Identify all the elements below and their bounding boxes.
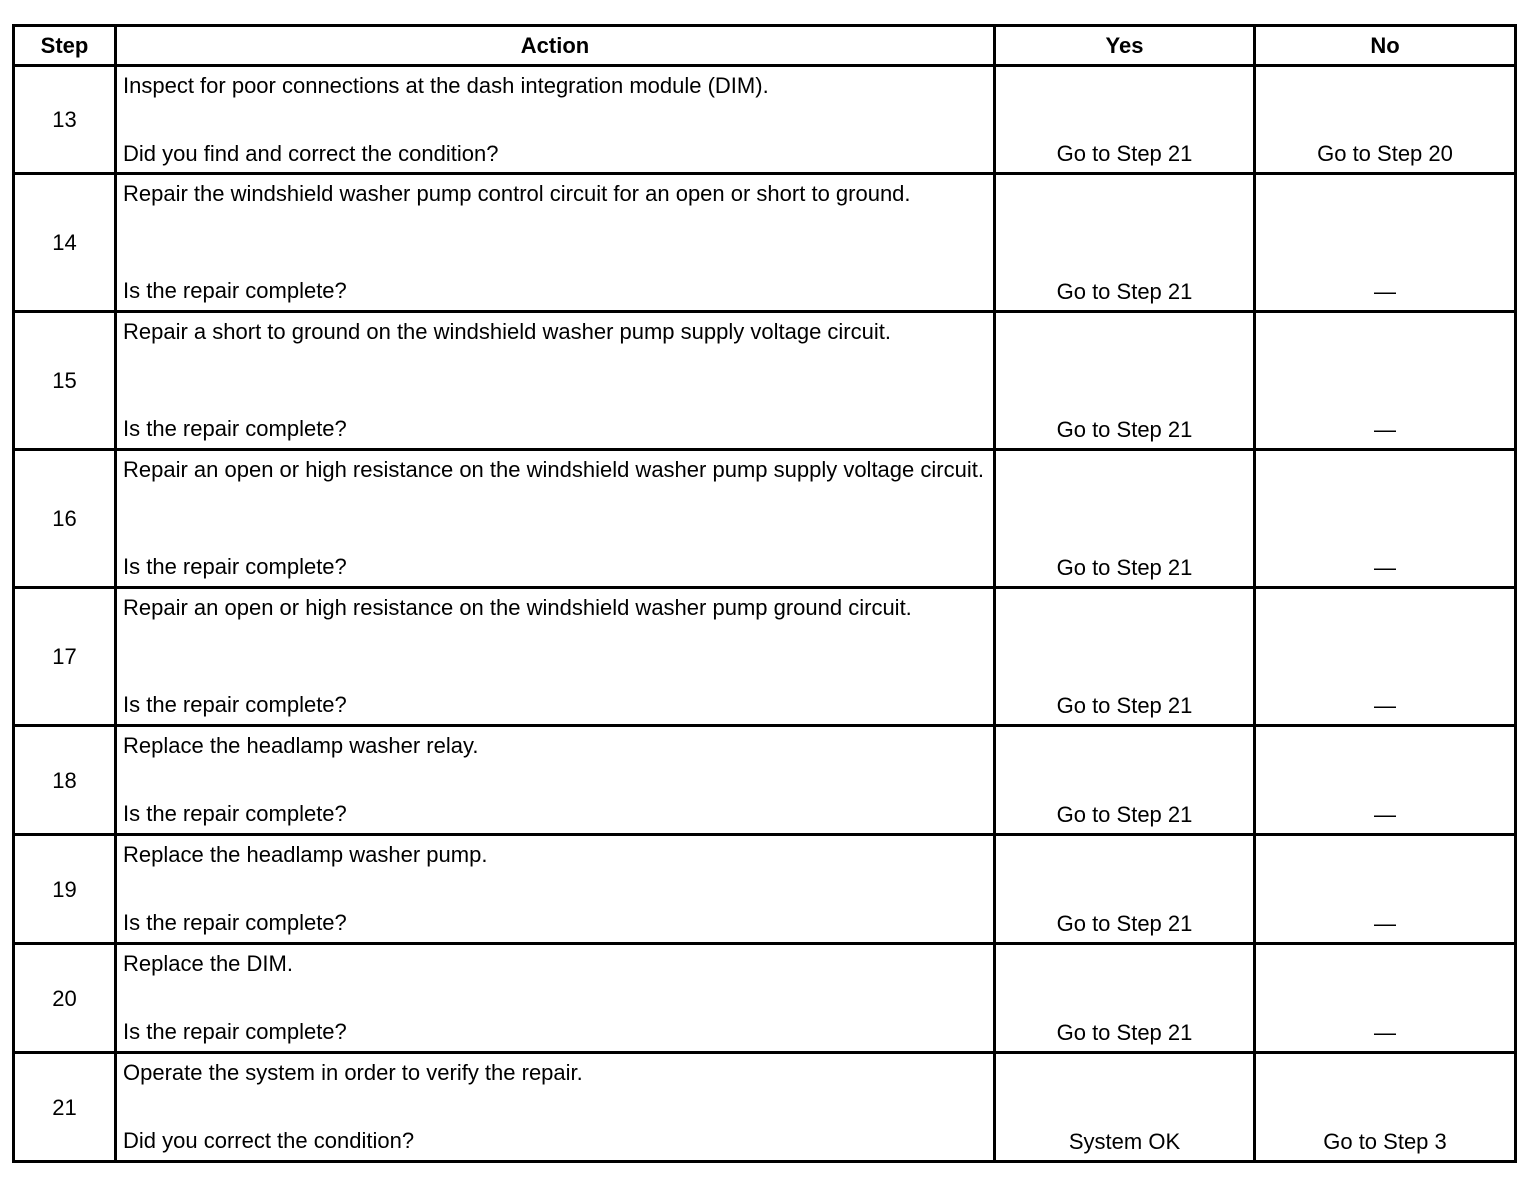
table-row bbox=[14, 450, 1516, 588]
action-question: Is the repair complete? bbox=[123, 910, 347, 935]
action-cell bbox=[116, 726, 995, 835]
action-cell bbox=[116, 1053, 995, 1162]
table-row bbox=[14, 944, 1516, 1053]
table-row bbox=[14, 312, 1516, 450]
action-cell bbox=[116, 312, 995, 450]
no-result: — bbox=[1255, 835, 1516, 944]
action-question: Is the repair complete? bbox=[123, 278, 347, 303]
header-step: Step bbox=[14, 26, 116, 66]
yes-result: Go to Step 21 bbox=[995, 588, 1255, 726]
no-result: — bbox=[1255, 726, 1516, 835]
action-question: Is the repair complete? bbox=[123, 801, 347, 826]
no-result: — bbox=[1255, 944, 1516, 1053]
action-cell bbox=[116, 450, 995, 588]
no-result: — bbox=[1255, 588, 1516, 726]
diagnostic-table bbox=[12, 24, 1517, 1163]
action-question: Did you correct the condition? bbox=[123, 1128, 415, 1153]
action-question: Is the repair complete? bbox=[123, 416, 347, 441]
table-row bbox=[14, 66, 1516, 174]
step-number: 13 bbox=[14, 66, 116, 174]
step-number: 19 bbox=[14, 835, 116, 944]
yes-result: System OK bbox=[995, 1053, 1255, 1162]
step-number: 21 bbox=[14, 1053, 116, 1162]
action-question: Is the repair complete? bbox=[123, 554, 347, 579]
table-row bbox=[14, 726, 1516, 835]
step-number: 16 bbox=[14, 450, 116, 588]
action-question: Is the repair complete? bbox=[123, 692, 347, 717]
action-cell bbox=[116, 835, 995, 944]
yes-result: Go to Step 21 bbox=[995, 312, 1255, 450]
no-result: — bbox=[1255, 312, 1516, 450]
action-cell bbox=[116, 944, 995, 1053]
no-result: Go to Step 3 bbox=[1255, 1053, 1516, 1162]
table-row bbox=[14, 835, 1516, 944]
header-no: No bbox=[1255, 26, 1516, 66]
action-instruction: Repair an open or high resistance on the windshield washer pump supply voltage circuit. bbox=[123, 457, 984, 482]
action-instruction: Replace the headlamp washer pump. bbox=[123, 842, 488, 867]
action-instruction: Replace the headlamp washer relay. bbox=[123, 733, 479, 758]
action-question: Did you find and correct the condition? bbox=[123, 141, 499, 166]
action-instruction: Replace the DIM. bbox=[123, 951, 293, 976]
step-number: 17 bbox=[14, 588, 116, 726]
step-number: 15 bbox=[14, 312, 116, 450]
table-header bbox=[14, 26, 1516, 66]
action-cell bbox=[116, 588, 995, 726]
action-question: Is the repair complete? bbox=[123, 1019, 347, 1044]
header-row bbox=[14, 26, 1516, 66]
yes-result: Go to Step 21 bbox=[995, 174, 1255, 312]
yes-result: Go to Step 21 bbox=[995, 726, 1255, 835]
action-instruction: Operate the system in order to verify the repair. bbox=[123, 1060, 583, 1085]
table-row bbox=[14, 588, 1516, 726]
no-result: Go to Step 20 bbox=[1255, 66, 1516, 174]
action-instruction: Repair the windshield washer pump control circuit for an open or short to ground. bbox=[123, 181, 911, 206]
yes-result: Go to Step 21 bbox=[995, 944, 1255, 1053]
action-cell bbox=[116, 66, 995, 174]
step-number: 18 bbox=[14, 726, 116, 835]
action-instruction: Repair a short to ground on the windshield washer pump supply voltage circuit. bbox=[123, 319, 891, 344]
action-cell bbox=[116, 174, 995, 312]
yes-result: Go to Step 21 bbox=[995, 835, 1255, 944]
yes-result: Go to Step 21 bbox=[995, 66, 1255, 174]
action-instruction: Repair an open or high resistance on the windshield washer pump ground circuit. bbox=[123, 595, 912, 620]
header-action: Action bbox=[116, 26, 995, 66]
no-result: — bbox=[1255, 450, 1516, 588]
header-yes: Yes bbox=[995, 26, 1255, 66]
yes-result: Go to Step 21 bbox=[995, 450, 1255, 588]
table-row bbox=[14, 174, 1516, 312]
no-result: — bbox=[1255, 174, 1516, 312]
table-row bbox=[14, 1053, 1516, 1162]
action-instruction: Inspect for poor connections at the dash integration module (DIM). bbox=[123, 73, 769, 98]
table-body bbox=[14, 66, 1516, 1162]
step-number: 20 bbox=[14, 944, 116, 1053]
step-number: 14 bbox=[14, 174, 116, 312]
